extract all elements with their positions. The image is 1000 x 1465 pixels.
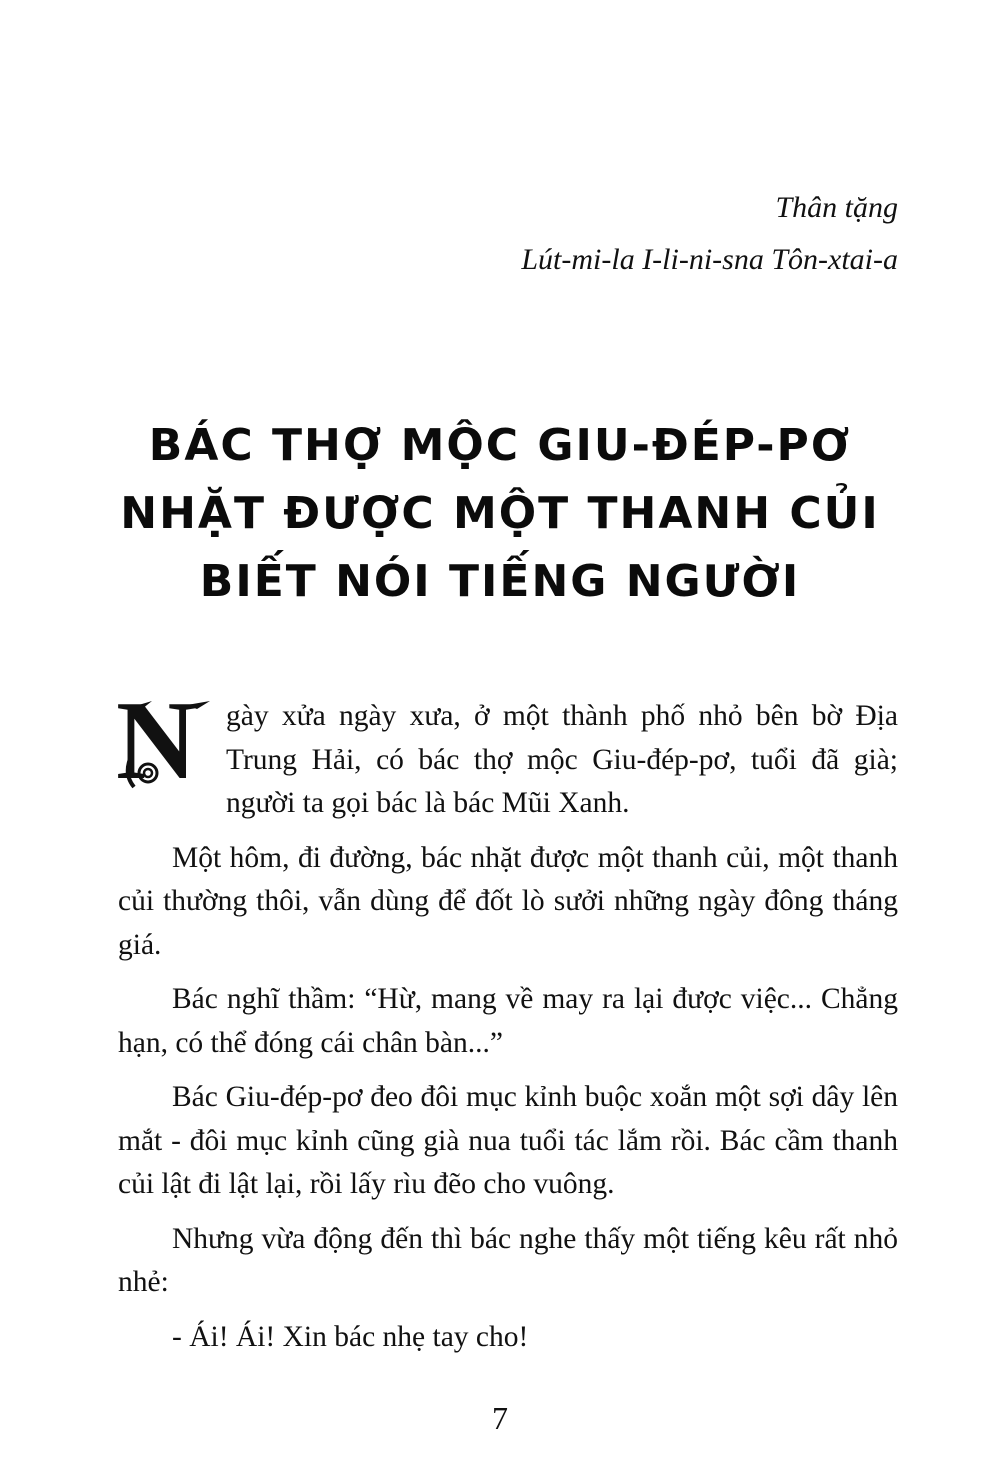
dropcap: [112, 679, 222, 803]
dedication-line-2: Lút-mi-la I-li-ni-sna Tôn-xtai-a: [521, 243, 898, 276]
paragraph-1: [116, 679, 898, 826]
paragraph-4: Bác Giu-đép-pơ đeo đôi mục kỉnh buộc xoắn một sợi dây lên mắt - đôi mục kỉnh cũng già nua tuổi tác lắm rồi. Bác cầm thanh củi lật đi lật lại, rồi lấy rìu đẽo cho vuông.: [118, 1081, 898, 1200]
paragraph-1-text: gày xửa ngày xưa, ở một thành phố nhỏ bên bờ Địa Trung Hải, có bác thợ mộc Giu-đép-pơ, tuổi đã già; người ta gọi bác là bác Mũi Xanh.: [226, 700, 898, 819]
chapter-title-line-2: NHẶT ĐƯỢC MỘT THANH CỦI: [120, 488, 880, 539]
chapter-title-line-3: BIẾT NÓI TIẾNG NGƯỜI: [199, 556, 801, 607]
paragraph-2: Một hôm, đi đường, bác nhặt được một thanh củi, một thanh củi thường thôi, vẫn dùng để đốt lò sưởi những ngày đông tháng giá.: [118, 841, 898, 961]
body-text: [116, 679, 898, 1370]
page-number: 7: [492, 1400, 508, 1436]
paragraph-3: Bác nghĩ thầm: “Hừ, mang về may ra lại được việc... Chẳng hạn, có thể đóng cái chân bàn...”: [118, 983, 898, 1059]
chapter-title-line-1: BÁC THỢ MỘC GIU-ĐÉP-PƠ: [148, 420, 852, 471]
paragraph-5: Nhưng vừa động đến thì bác nghe thấy một tiếng kêu rất nhỏ nhẻ:: [118, 1222, 898, 1298]
chapter-title: [0, 412, 1000, 616]
dedication: [521, 182, 898, 286]
paragraph-6: - Ái! Ái! Xin bác nhẹ tay cho!: [172, 1320, 529, 1353]
dropcap-letter: N: [116, 679, 197, 803]
dedication-line-1: Thân tặng: [775, 191, 898, 224]
